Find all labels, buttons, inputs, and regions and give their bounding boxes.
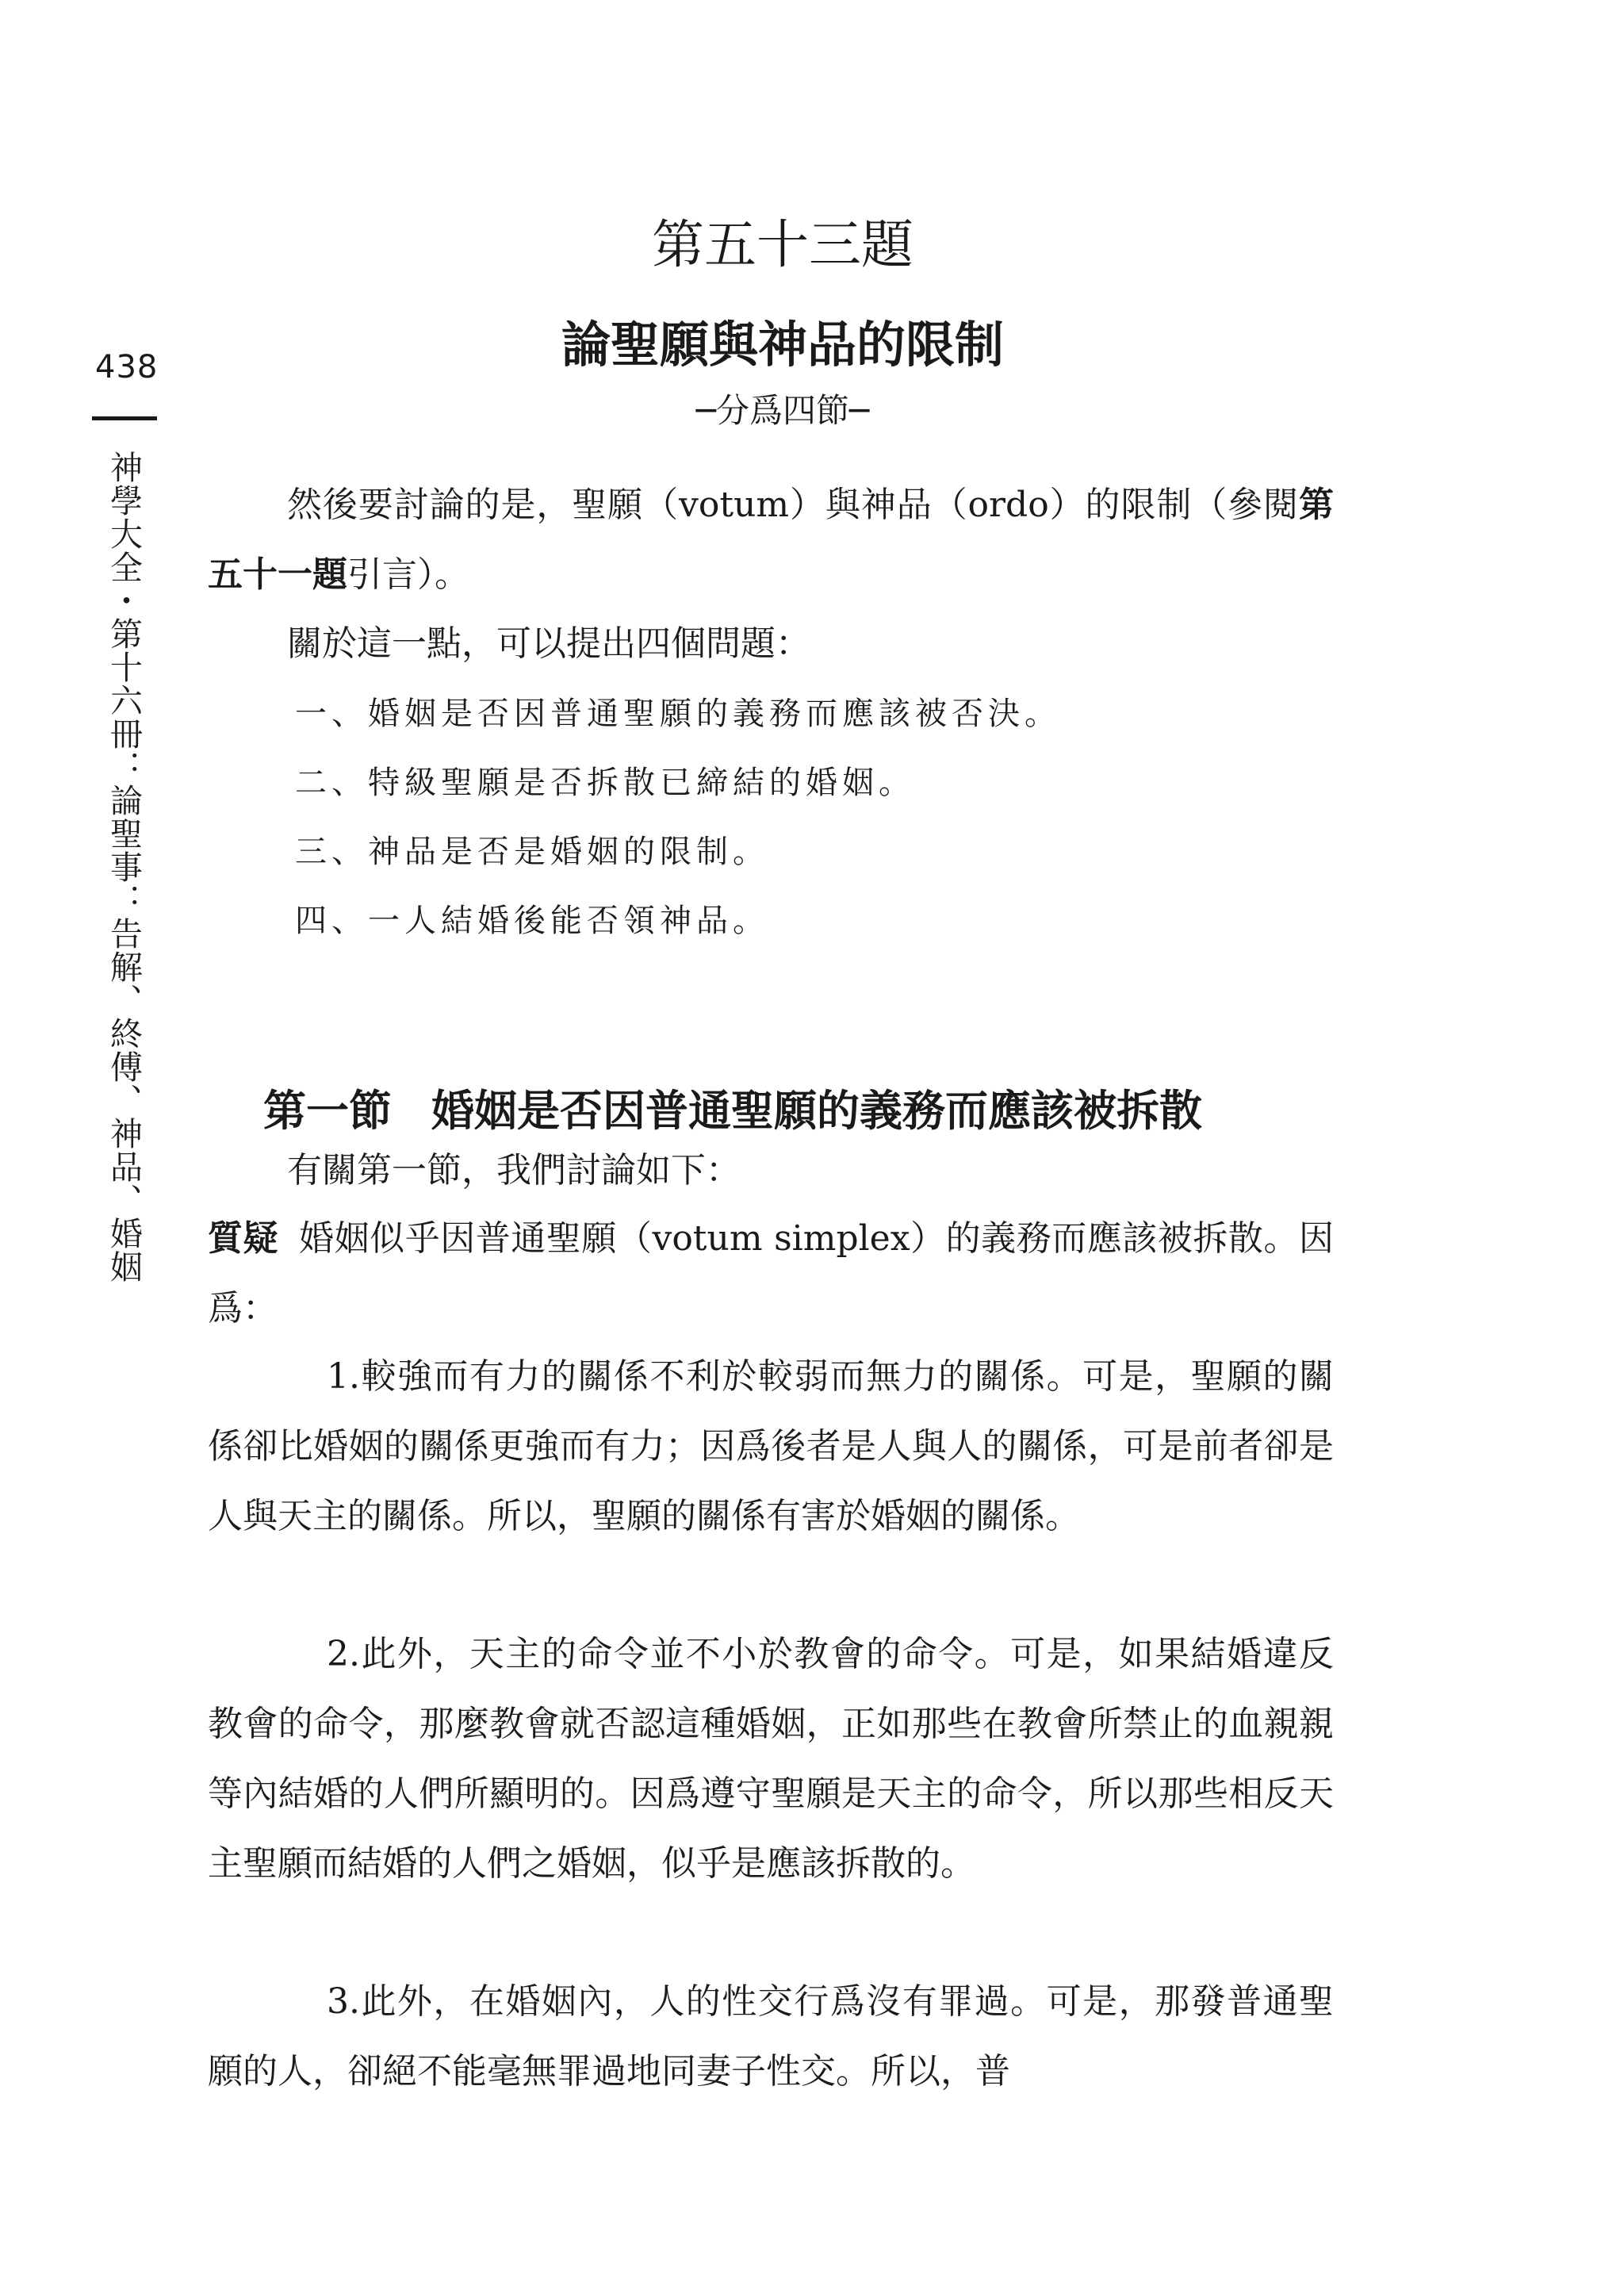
page-number-rule — [92, 416, 157, 420]
intro-line-2-pre: （參閱 — [1192, 485, 1299, 525]
objection-point-2: 2.此外，天主的命令並不小於教會的命令。可是，如果結婚違反教會的命令，那麼教會就否認這種婚姻，正如那些在教會所禁止的血親親等內結婚的人們所顯明的。因爲遵守聖願是天主的命令，所以那些相反天主聖願而結婚的人們之婚姻，似乎是應該拆散的。 — [208, 1634, 1334, 1884]
article-list-item: 四、一人結婚後能否領神品。 — [295, 903, 769, 939]
objection-point-1: 1.較強而有力的關係不利於較弱而無力的關係。可是，聖願的關係卻比婚姻的關係更強而有力；因爲後者是人與人的關係，可是前者卻是人與天主的關係。所以，聖願的關係有害於婚姻的關係。 — [208, 1356, 1334, 1536]
intro-line-2-post: 引言）。 — [347, 554, 469, 595]
intro-line-1: 然後要討論的是，聖願（votum）與神品（ordo）的限制 — [287, 485, 1193, 525]
intro-question-reference: 第五十一題 — [208, 485, 1334, 595]
objection-text: 婚姻似乎因普通聖願（votum simplex）的義務而應該被拆散。因爲： — [208, 1218, 1334, 1329]
question-title: 論聖願與神品的限制 — [561, 316, 1004, 374]
objection-paragraph — [208, 1204, 1334, 1344]
section-title: 婚姻是否因普通聖願的義務而應該被拆散 — [431, 1085, 1202, 1136]
section-heading — [263, 1077, 1202, 1138]
page-number: 438 — [95, 349, 159, 385]
article-list-item: 三、神品是否是婚姻的限制。 — [295, 834, 769, 870]
question-number: 第五十三題 — [652, 214, 914, 275]
section-number: 第一節 — [263, 1085, 392, 1136]
objection-label: 質疑 — [208, 1218, 279, 1259]
intro-questions-lead: 關於這一點，可以提出四個問題： — [287, 623, 810, 664]
section-intro: 有關第一節，我們討論如下： — [287, 1150, 741, 1191]
running-header: 神學大全・第十六冊：論聖事：告解、終傅、神品、婚姻 — [105, 451, 143, 1283]
objection-point-3: 3.此外，在婚姻內，人的性交行爲沒有罪過。可是，那發普通聖願的人，卻絕不能毫無罪過地同妻子性交。所以，普 — [208, 1981, 1334, 2092]
article-list-item: 一、婚姻是否因普通聖願的義務而應該被否決。 — [295, 696, 1061, 732]
question-subtitle: ─分爲四節─ — [695, 391, 870, 430]
article-list-item: 二、特級聖願是否拆散已締結的婚姻。 — [295, 765, 915, 801]
intro-paragraph — [208, 470, 1334, 610]
